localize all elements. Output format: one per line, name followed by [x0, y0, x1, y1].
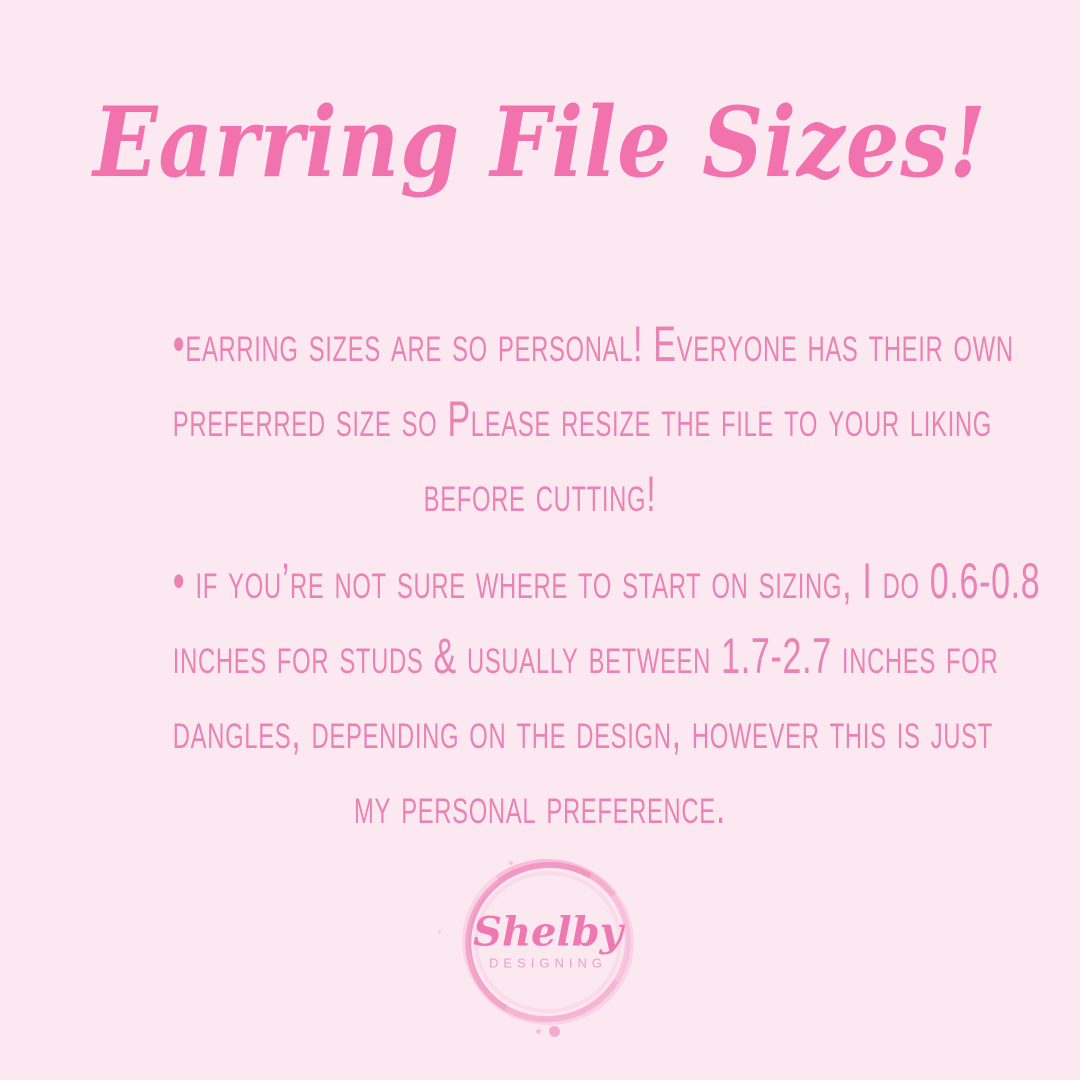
- body-line: preferred size so Please resize the file to your liking: [172, 391, 992, 447]
- page-title: Earring File Sizes!: [93, 86, 987, 199]
- brand-name: Shelby: [473, 908, 623, 956]
- ink-splatter-dot-icon: [549, 1026, 560, 1037]
- ink-splatter-dot-icon: [536, 1029, 541, 1034]
- ink-splatter-dot-icon: [438, 930, 441, 933]
- body-line: my personal preference.: [354, 778, 726, 834]
- brand-logo: [465, 862, 631, 1022]
- body-line: inches for studs & usually between 1.7-2.7 inches for: [172, 628, 999, 684]
- brand-subtitle: DESIGNING: [489, 955, 607, 971]
- body-text: [0, 307, 1080, 844]
- body-line: •earring sizes are so personal! Everyone has their own: [172, 316, 1014, 372]
- body-line: before cutting!: [423, 466, 657, 522]
- body-line: • if you’re not sure where to start on sizing, I do 0.6-0.8: [172, 553, 1041, 609]
- body-line: dangles, depending on the design, however this is just: [172, 703, 993, 759]
- ink-splatter-dot-icon: [509, 861, 513, 865]
- brand-logo-text: [473, 909, 623, 971]
